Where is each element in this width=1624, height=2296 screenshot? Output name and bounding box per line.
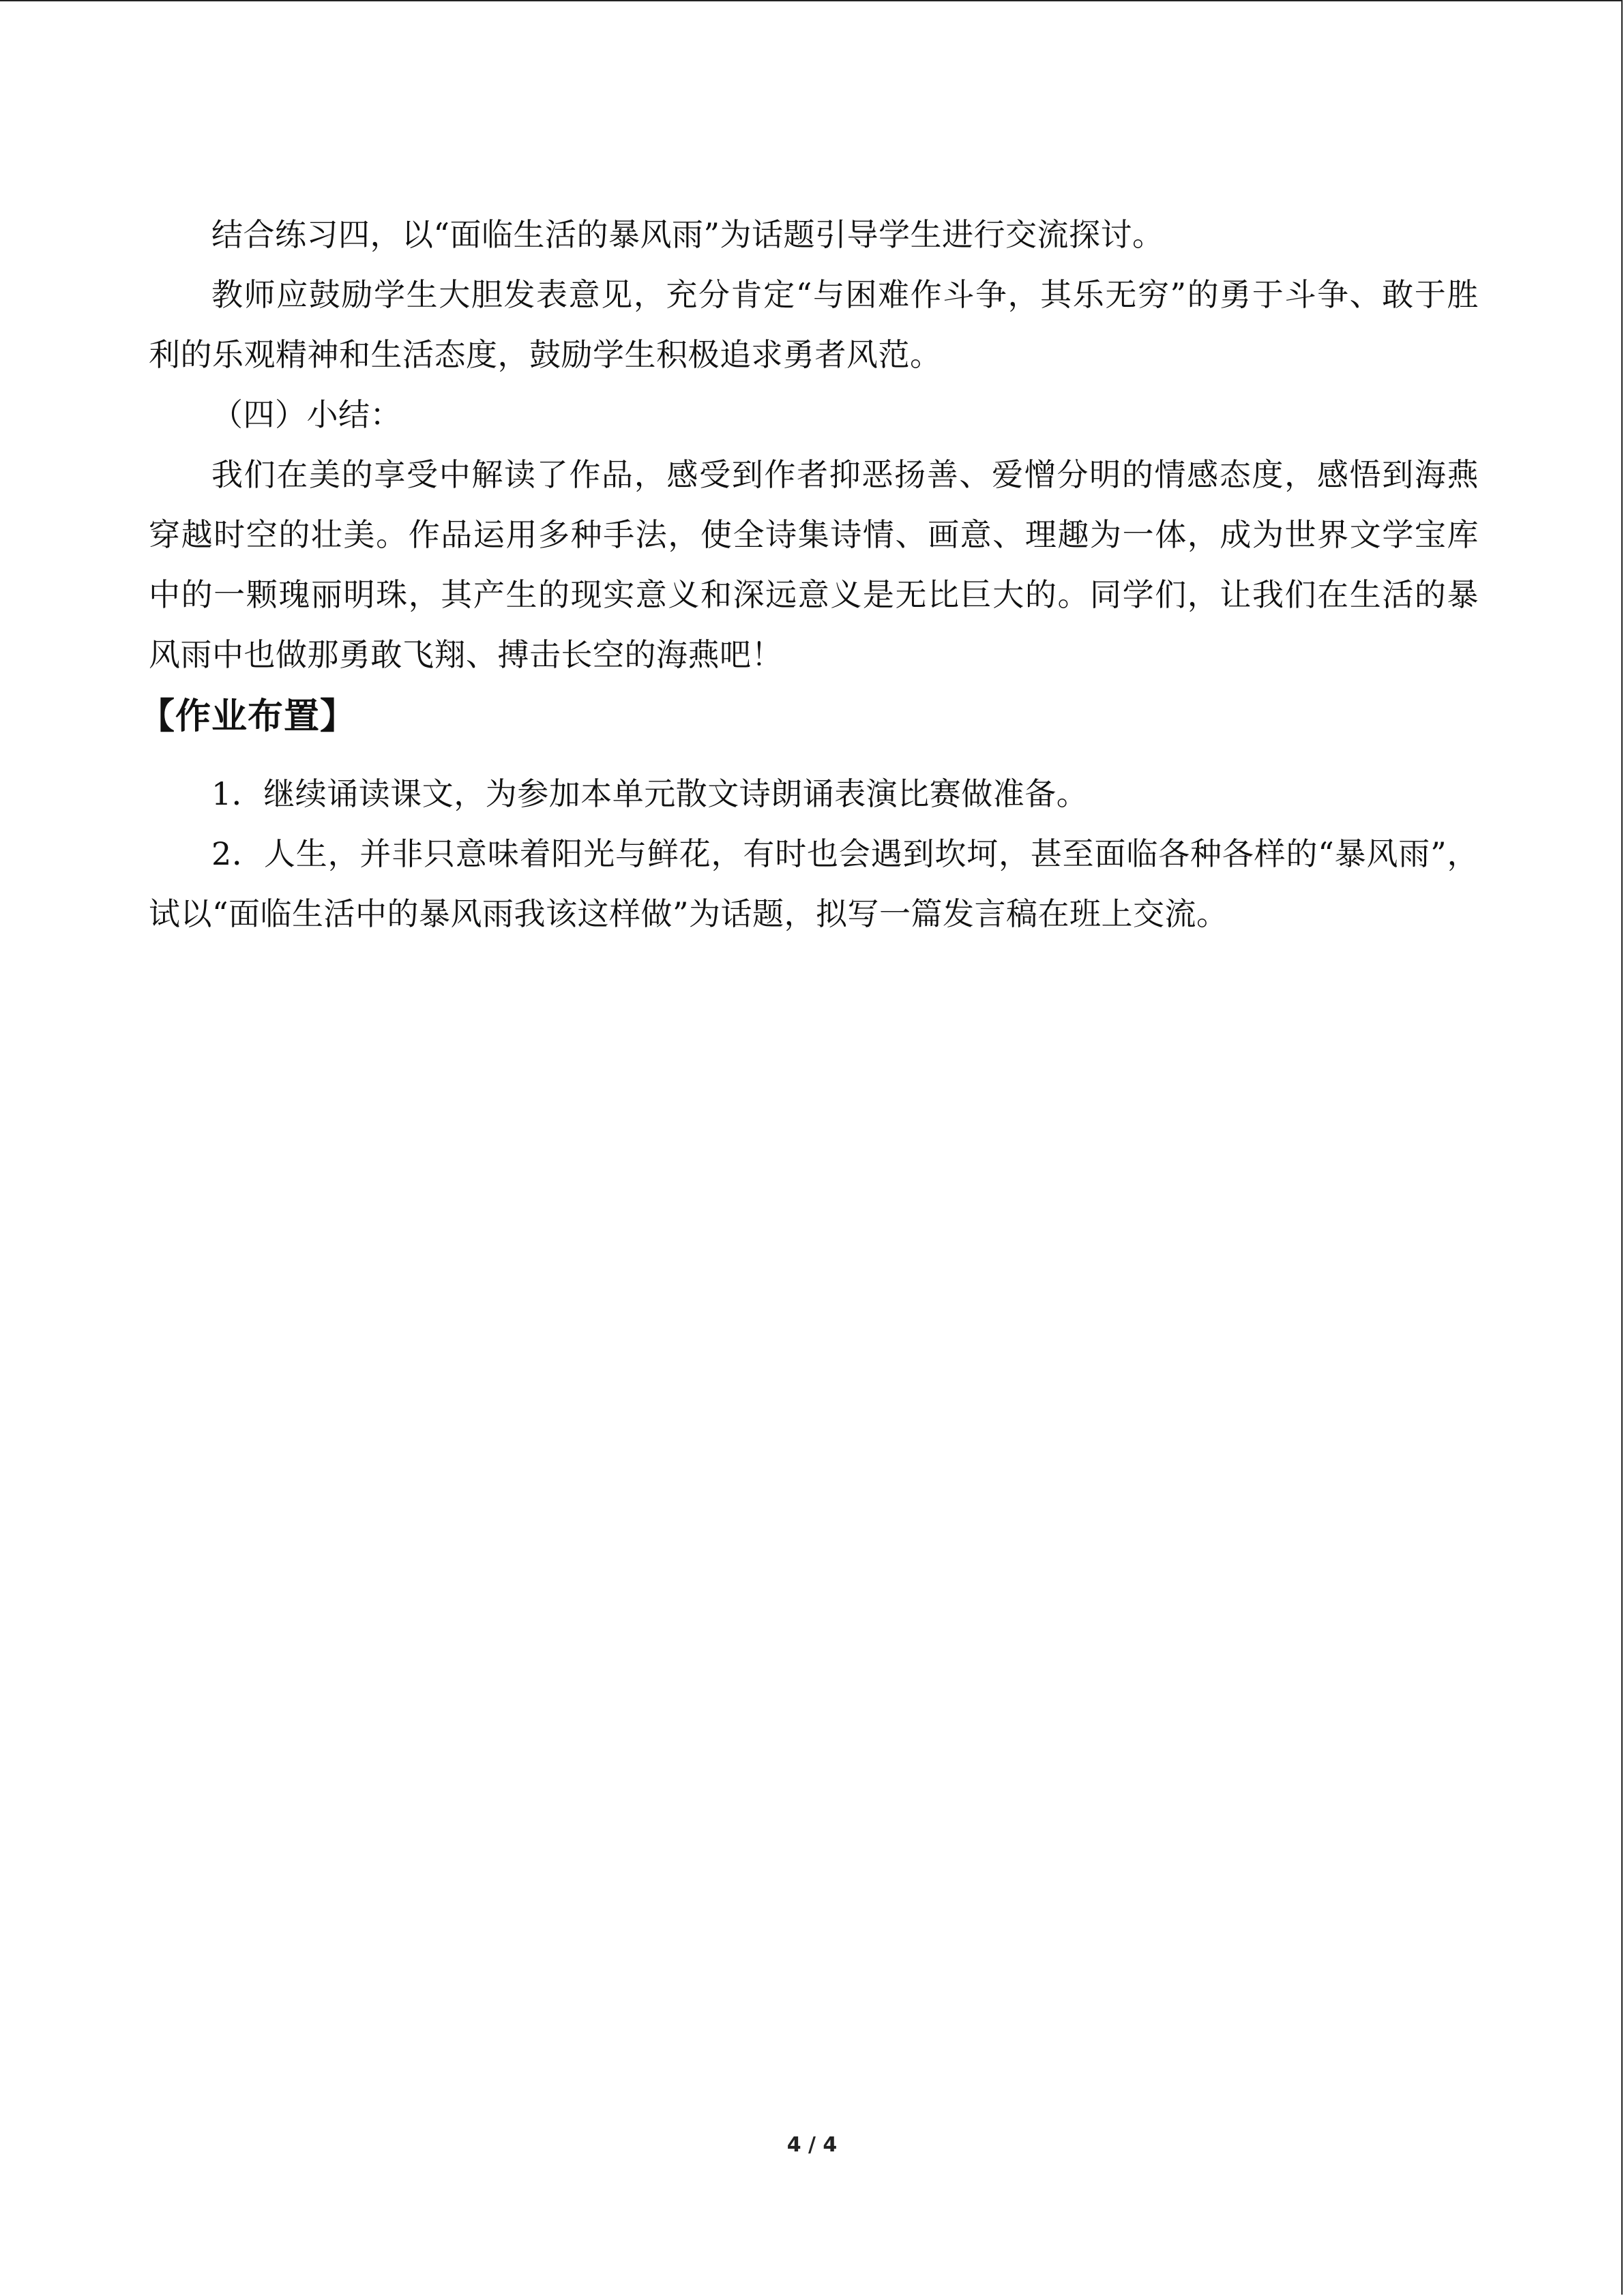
homework-heading: 【作业布置】	[139, 696, 357, 737]
paragraph-teacher-guidance: 教师应鼓励学生大胆发表意见，充分肯定“与困难作斗争，其乐无穷”的勇于斗争、敢于胜利的乐观精神和生活态度，鼓励学生积极追求勇者风范。	[149, 276, 1479, 373]
homework-item-1: 1．继续诵读课文，为参加本单元散文诗朗诵表演比赛做准备。	[211, 775, 1089, 812]
page-number: 4 / 4	[786, 2133, 838, 2157]
paragraph-discussion: 结合练习四，以“面临生活的暴风雨”为话题引导学生进行交流探讨。	[211, 216, 1164, 253]
document-body	[139, 205, 1479, 944]
paragraph-summary: 我们在美的享受中解读了作品，感受到作者抑恶扬善、爱憎分明的情感态度，感悟到海燕穿越时空的壮美。作品运用多种手法，使全诗集诗情、画意、理趣为一体，成为世界文学宝库中的一颗瑰丽明珠，其产生的现实意义和深远意义是无比巨大的。同学们，让我们在生活的暴风雨中也做那勇敢飞翔、搏击长空的海燕吧！	[149, 456, 1479, 673]
section-summary-label: （四）小结：	[211, 396, 402, 433]
homework-item-2: 2．人生，并非只意味着阳光与鲜花，有时也会遇到坎坷，甚至面临各种各样的“暴风雨”，试以“面临生活中的暴风雨我该这样做”为话题，拟写一篇发言稿在班上交流。	[149, 835, 1479, 932]
